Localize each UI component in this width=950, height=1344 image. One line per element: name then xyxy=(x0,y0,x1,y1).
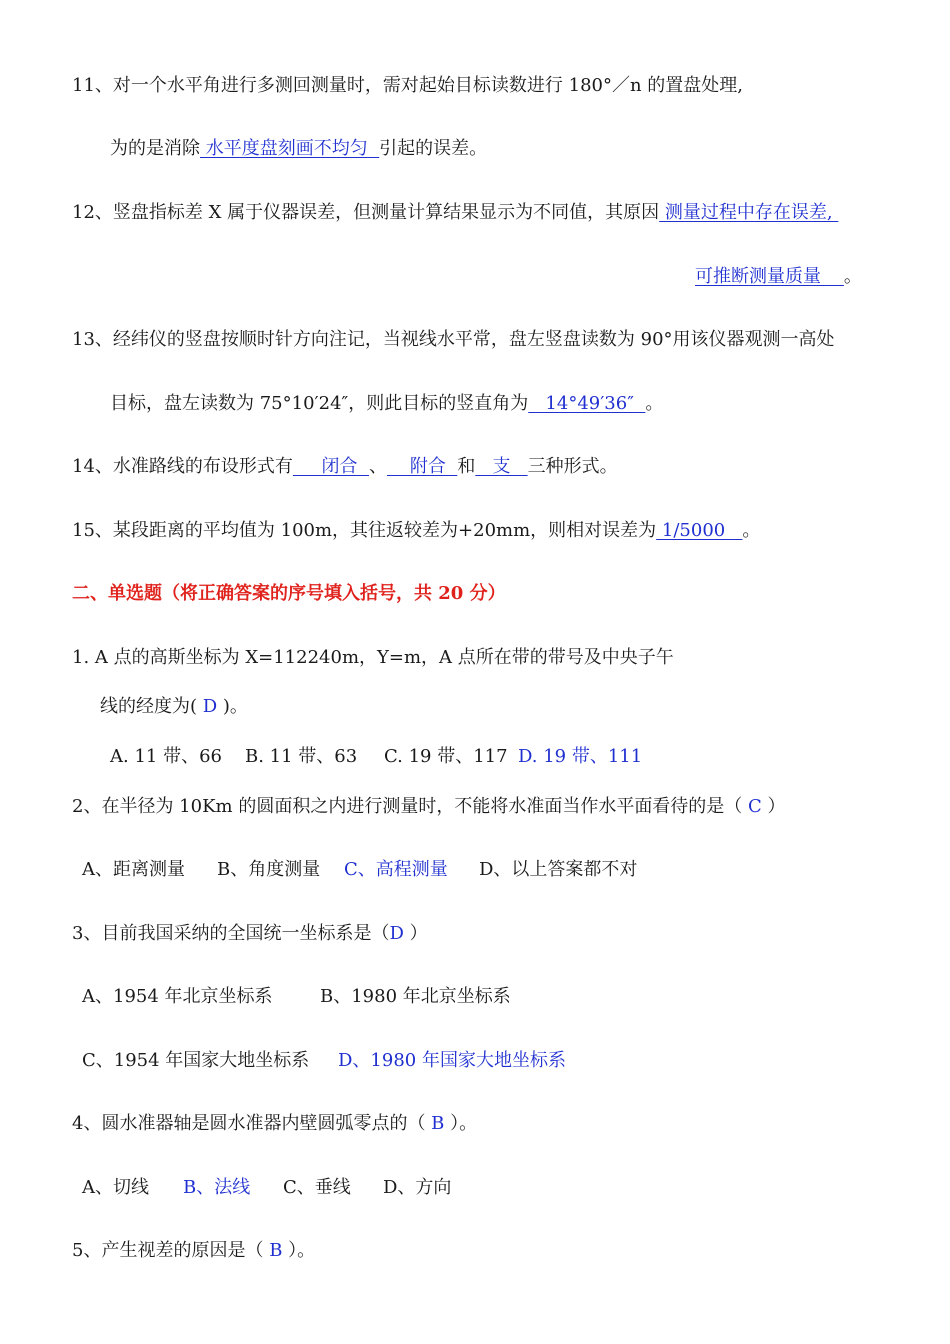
q13-line1: 13、经纬仪的竖盘按顺时针方向注记，当视线水平常，盘左竖盘读数为 90°用该仪器观测一高处 xyxy=(72,329,835,350)
s2-prefix: 2、在半径为 10Km 的圆面积之内进行测量时，不能将水准面当作水平面看待的是（ xyxy=(72,796,749,817)
section-2-heading: 二、单选题（将正确答案的序号填入括号，共 20 分） xyxy=(72,583,506,604)
q14-answer-1: 闭合 xyxy=(292,456,369,477)
s1-answer: D xyxy=(197,696,223,717)
s4-option-c: C、垂线 xyxy=(283,1177,351,1198)
q13-line2 xyxy=(110,392,663,416)
q14-line xyxy=(72,455,618,479)
s2-option-c: C、高程测量 xyxy=(344,859,448,880)
q13-prefix: 目标，盘左读数为 75°10′24″，则此目标的竖直角为 xyxy=(110,393,529,414)
s3-option-b: B、1980 年北京坐标系 xyxy=(320,986,511,1007)
q11-prefix: 为的是消除 xyxy=(110,138,200,159)
s3-option-c: C、1954 年国家大地坐标系 xyxy=(82,1050,310,1071)
q14-prefix: 14、水准路线的布设形式有 xyxy=(72,456,293,477)
q14-sep-2: 和 xyxy=(457,456,476,477)
q12-line2 xyxy=(695,265,862,289)
q15-prefix: 15、某段距离的平均值为 100m，其往返较差为+20mm，则相对误差为 xyxy=(72,520,657,541)
s4-option-a: A、切线 xyxy=(82,1177,149,1198)
q11-line1: 11、对一个水平角进行多测回测量时，需对起始目标读数进行 180°／n 的置盘处理, xyxy=(72,75,744,96)
q11-suffix: 引起的误差。 xyxy=(379,138,488,159)
s1-line1: 1. A 点的高斯坐标为 X=112240m，Y=m，A 点所在带的带号及中央子午 xyxy=(72,647,674,668)
s1-option-b: B. 11 带、63 xyxy=(245,746,358,767)
s2-option-a: A、距离测量 xyxy=(82,859,185,880)
s2-option-d: D、以上答案都不对 xyxy=(479,859,638,880)
s1-suffix: )。 xyxy=(222,696,248,717)
q15-suffix: 。 xyxy=(742,520,761,541)
s2-line xyxy=(72,795,786,819)
s4-option-d: D、方向 xyxy=(383,1177,452,1198)
s1-option-c: C. 19 带、117 xyxy=(384,746,508,767)
s5-line xyxy=(72,1239,315,1263)
q11-line2 xyxy=(110,137,487,161)
s3-answer: D xyxy=(389,923,404,944)
s1-prefix: 线的经度为( xyxy=(100,696,198,717)
s4-answer: B xyxy=(431,1113,445,1134)
s2-answer: C xyxy=(748,796,762,817)
q14-answer-3: 支 xyxy=(475,456,528,477)
q12-line1 xyxy=(72,201,838,225)
s4-prefix: 4、圆水准器轴是圆水准器内壁圆弧零点的（ xyxy=(72,1113,432,1134)
s4-line xyxy=(72,1112,477,1136)
s4-suffix: ）。 xyxy=(444,1113,478,1134)
q14-sep-1: 、 xyxy=(368,456,387,477)
s3-line xyxy=(72,922,428,946)
s5-prefix: 5、产生视差的原因是（ xyxy=(72,1240,270,1261)
q13-suffix: 。 xyxy=(645,393,664,414)
s1-line2 xyxy=(100,695,248,719)
q14-answer-2: 附合 xyxy=(386,456,458,477)
q15-line xyxy=(72,519,760,543)
s1-option-a: A. 11 带、66 xyxy=(110,746,222,767)
q12-answer-part2: 可推断测量质量 xyxy=(695,266,844,287)
s5-suffix: ）。 xyxy=(282,1240,316,1261)
q13-answer: 14°49′36″ xyxy=(528,393,646,414)
q15-answer: 1/5000 xyxy=(656,520,743,541)
s2-suffix: ） xyxy=(761,796,786,817)
q12-prefix: 12、竖盘指标差 X 属于仪器误差，但测量计算结果显示为不同值，其原因 xyxy=(72,202,660,223)
s1-option-d: D. 19 带、111 xyxy=(518,746,643,767)
q11-answer: 水平度盘刻画不均匀 xyxy=(200,138,380,159)
s2-option-b: B、角度测量 xyxy=(217,859,321,880)
s3-suffix: ） xyxy=(403,923,428,944)
q12-suffix: 。 xyxy=(843,266,862,287)
s5-answer: B xyxy=(269,1240,283,1261)
q12-answer-part1: 测量过程中存在误差, xyxy=(659,202,839,223)
s3-option-a: A、1954 年北京坐标系 xyxy=(82,986,273,1007)
s3-option-d: D、1980 年国家大地坐标系 xyxy=(338,1050,566,1071)
q14-suffix: 三种形式。 xyxy=(527,456,618,477)
s4-option-b: B、法线 xyxy=(183,1177,251,1198)
s3-prefix: 3、目前我国采纳的全国统一坐标系是（ xyxy=(72,923,390,944)
